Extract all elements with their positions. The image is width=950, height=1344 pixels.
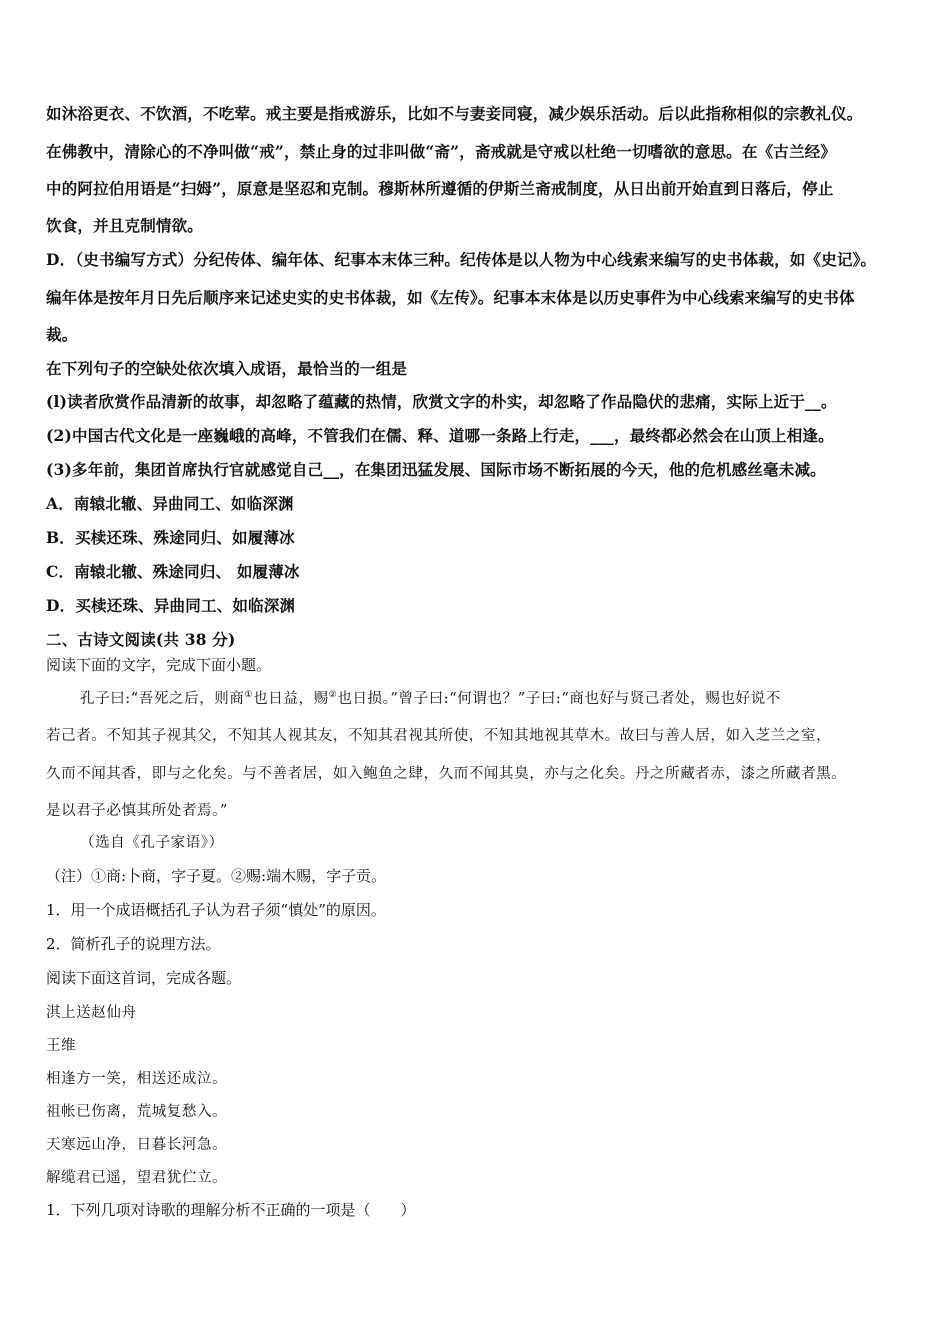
text-line: 中的阿拉伯用语是“扫姆”，原意是坚忍和克制。穆斯林所遵循的伊斯兰斋戒制度，从日出前开始直到日落后，停止	[46, 179, 834, 198]
reading-instruction: 阅读下面的文字，完成下面小题。	[46, 656, 272, 674]
section-heading: 二、古诗文阅读(共 38 分)	[46, 630, 236, 649]
question-sentence: (l)读者欣赏作品清新的故事，却忽略了蕴藏的热情，欣赏文字的朴实，却忽略了作品隐伏的悲痛，实际上近于__。	[46, 392, 837, 411]
footnote-mark: ②	[328, 690, 338, 701]
footnote: （注）①商:卜商，字子夏。②赐:端木赐，字子贡。	[46, 867, 387, 885]
option-a: A．南辕北辙、异曲同工、如临深渊	[46, 494, 294, 513]
passage-line: 久而不闻其香，即与之化矣。与不善者居，如入鲍鱼之肆，久而不闻其臭，亦与之化矣。丹之所藏者赤，漆之所藏者黑。	[46, 766, 847, 782]
poem-question: 1．下列几项对诗歌的理解分析不正确的一项是（ ）	[46, 1201, 416, 1219]
text-line: 如沐浴更衣、不饮酒，不吃荤。戒主要是指戒游乐，比如不与妻妾同寝，减少娱乐活动。后以此指称相似的宗教礼仪。	[46, 104, 863, 123]
option-c: C．南辕北辙、殊途同归、 如履薄冰	[46, 562, 300, 581]
text-line: 在佛教中，清除心的不净叫做“戒”，禁止身的过非叫做“斋”，斋戒就是守戒以杜绝一切嗜欲的意思。在《古兰经》	[46, 142, 837, 161]
poem-line: 相逢方一笑，相送还成泣。	[46, 1071, 228, 1087]
passage-text: 也日损。”曾子曰:“何谓也？”子曰:“商也好与贤己者处，赐也好说不	[337, 691, 781, 707]
passage-line: 是以君子必慎其所处者焉。”	[46, 803, 228, 819]
poem-line: 解缆君已遥，望君犹伫立。	[46, 1170, 228, 1186]
poem-instruction: 阅读下面这首词，完成各题。	[46, 969, 242, 987]
question-sentence: (2)中国古代文化是一座巍峨的高峰，不管我们在儒、释、道哪一条路上行走，___，最终都必然会在山顶上相逢。	[46, 426, 834, 445]
passage-source: （选自《孔子家语》）	[80, 835, 224, 851]
passage-text: 也日益，赐	[253, 691, 329, 707]
question-sentence: (3)多年前，集团首席执行官就感觉自己__，在集团迅猛发展、国际市场不断拓展的今天，他的危机感丝毫未减。	[46, 460, 826, 479]
footnote-mark: ①	[244, 690, 254, 701]
text-line: 编年体是按年月日先后顺序来记述史实的史书体裁，如《左传》。纪事本末体是以历史事件为中心线索来编写的史书体	[46, 288, 855, 307]
sub-question: 1．用一个成语概括孔子认为君子须“慎处”的原因。	[46, 901, 386, 919]
poem-author: 王维	[46, 1038, 77, 1054]
option-d-explanation: D．（史书编写方式）分纪传体、编年体、纪事本末体三种。纪传体是以人物为中心线索来编写的史书体裁，如《史记》。	[46, 250, 877, 269]
sub-question: 2．简析孔子的说理方法。	[46, 935, 221, 953]
option-d: D．买椟还珠、异曲同工、如临深渊	[46, 596, 296, 615]
poem-line: 天寒远山净，日暮长河急。	[46, 1137, 228, 1153]
poem-title: 淇上送赵仙舟	[46, 1005, 137, 1021]
text-line: 裁。	[46, 325, 78, 344]
passage-line	[80, 687, 781, 708]
option-b: B．买椟还珠、殊途同归、如履薄冰	[46, 528, 295, 547]
passage-line: 若己者。不知其子视其父，不知其人视其友，不知其君视其所使，不知其地视其草木。故曰与善人居，如入芝兰之室，	[46, 728, 832, 744]
poem-line: 祖帐已伤离，荒城复愁入。	[46, 1104, 228, 1120]
question-prompt: 在下列句子的空缺处依次填入成语，最恰当的一组是	[46, 359, 408, 378]
passage-text: 孔子曰:“吾死之后，则商	[80, 691, 245, 707]
text-line: 饮食，并且克制情欲。	[46, 216, 204, 235]
